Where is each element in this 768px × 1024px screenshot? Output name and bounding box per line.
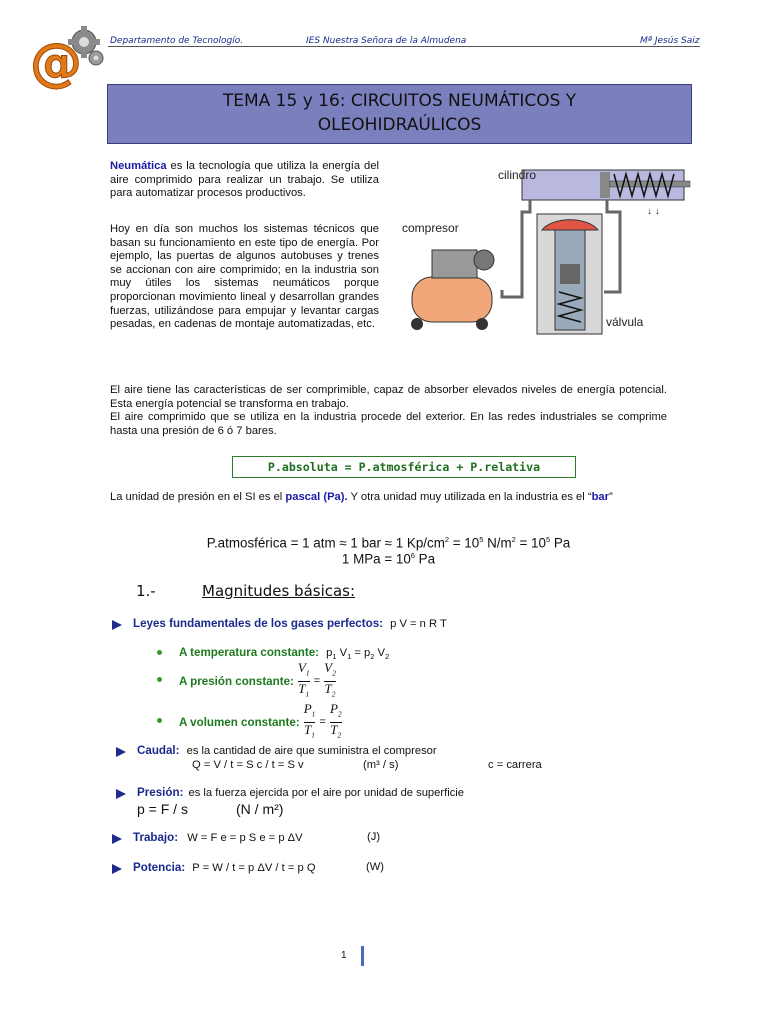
potencia-unit: (W) (366, 861, 385, 873)
constant-volume-label: A volumen constante: (179, 715, 300, 729)
sup-2b: 2 (511, 535, 516, 544)
pascal-keyword: pascal (Pa). (285, 491, 348, 503)
compressor-drawing (411, 250, 494, 330)
neumatica-keyword: Neumática (110, 160, 167, 172)
bar-keyword: bar (591, 491, 610, 503)
sup-2a: 2 (444, 535, 450, 544)
air-p1: El aire tiene las características de ser comprimible, capaz de absorber elevados niveles de energía potencial. Esta energía potencial se transforma en trabajo. (110, 384, 667, 410)
gas-laws-item (133, 617, 447, 630)
sup-5a: 5 (479, 535, 484, 544)
gas-laws-label: Leyes fundamentales de los gases perfectos: (133, 617, 384, 630)
potencia-label: Potencia: (133, 861, 186, 874)
bullet-arrow-icon (116, 747, 126, 757)
bullet-dot-icon (157, 650, 162, 655)
at-sign-icon (30, 33, 82, 92)
intro-p1-text: es la tecnología que utiliza la energía del aire comprimido para realizar un trabajo. Se utiliza para automatizar procesos productivos. (110, 160, 379, 200)
patm-tail-2: N/m (483, 535, 512, 551)
constant-temperature-item (179, 646, 389, 661)
header-author: Mª Jesús Saiz (640, 36, 700, 46)
bullet-dot-icon (157, 677, 162, 682)
mpa-text: 1 MPa = 10 (341, 551, 411, 567)
bullet-arrow-icon (112, 620, 122, 630)
unit-text-b: Y otra unidad muy utilizada en la industria es el “ (347, 491, 592, 503)
section-title: Magnitudes básicas: (202, 582, 356, 600)
patm-tail-4: Pa (550, 535, 571, 551)
sup-5b: 5 (545, 535, 551, 544)
gay-lussac-formula: $\frac{P_1}{T_1}$ = $\frac{P_2}{T_2}$ (303, 700, 342, 740)
label-valvula: válvula (606, 315, 644, 329)
mpa-tail: Pa (414, 551, 436, 567)
presion-unit: (N / m²) (236, 801, 284, 817)
header-department: Departamento de Tecnologío. (110, 36, 244, 46)
trabajo-formula: W = F e = p S e = p ΔV (187, 832, 303, 844)
intro-paragraph-1 (110, 160, 379, 201)
presion-formula: p = F / s (137, 801, 188, 817)
caudal-unit: (m³ / s) (363, 759, 399, 771)
svg-text:@: @ (30, 33, 82, 92)
potencia-item (133, 861, 316, 874)
label-compresor: compresor (402, 221, 459, 235)
page-title (107, 84, 692, 144)
air-p2: El aire comprimido que se utiliza en la industria procede del exterior. En las redes industriales se comprime hasta una presión de 6 ó 7 bares. (110, 411, 667, 437)
constant-temperature-label: A temperatura constante: (179, 646, 320, 659)
charles-formula: $\frac{V_1}{T_1}$ = $\frac{V_2}{T_2}$ (297, 659, 336, 699)
caudal-formula: Q = V / t = S c / t = S v (192, 759, 304, 771)
absolute-pressure-formula: P.absoluta = P.atmosférica + P.relativa (232, 456, 576, 478)
title-line-1: TEMA 15 y 16: CIRCUITOS NEUMÁTICOS Y (222, 91, 577, 111)
patm-text: P.atmosférica = 1 atm ≈ 1 bar ≈ 1 Kp/cm (206, 535, 445, 551)
boyle-formula: $p_1$ $V_1 = p_2$ $V_2$ (326, 647, 390, 662)
constant-pressure-item (179, 659, 336, 700)
section-heading (136, 582, 356, 600)
footer-rule (361, 946, 364, 966)
patm-tail-3: = 10 (515, 535, 546, 551)
bullet-arrow-icon (116, 789, 126, 799)
header-rule (108, 46, 700, 47)
unit-text-a: La unidad de presión en el SI es el (110, 491, 286, 503)
caudal-item (137, 744, 437, 757)
title-line-2: OLEOHIDRAÚLICOS (317, 115, 482, 135)
caudal-note: c = carrera (488, 759, 542, 771)
patm-tail-1: = 10 (449, 535, 480, 551)
atmospheric-pressure-equivalence (110, 535, 667, 550)
bullet-arrow-icon (112, 834, 122, 844)
constant-pressure-label: A presión constante: (179, 674, 294, 688)
presion-text: es la fuerza ejercida por el aire por unidad de superficie (188, 787, 464, 799)
bullet-arrow-icon (112, 864, 122, 874)
header-school: IES Nuestra Señora de la Almudena (306, 36, 467, 46)
caudal-text: es la cantidad de aire que suministra el compresor (186, 745, 437, 757)
caudal-label: Caudal: (137, 744, 180, 757)
sup-6: 6 (410, 551, 415, 560)
presion-item (137, 786, 464, 799)
potencia-formula: P = W / t = p ΔV / t = p Q (192, 862, 316, 874)
megapascal-equivalence (110, 551, 667, 566)
trabajo-label: Trabajo: (133, 831, 179, 844)
valve-drawing (537, 214, 602, 334)
gas-laws-formula: p V = n R T (390, 618, 447, 630)
trabajo-unit: (J) (367, 831, 381, 843)
page-number: 1 (341, 950, 347, 961)
logo (26, 20, 108, 92)
trabajo-item (133, 831, 303, 844)
unit-text-c: ” (609, 491, 613, 503)
bullet-dot-icon (157, 718, 162, 723)
pressure-unit-paragraph (110, 491, 667, 505)
intro-paragraph-2: Hoy en día son muchos los sistemas técnicos que basan su funcionamiento en este tipo de energía. Por ejemplo, las puertas de algunos autobuses y trenes se accionan con aire comprimido; en la industria son muy útiles los sistemas neumáticos porque proporcionan movimiento lineal y desarrollan grandes fuerzas, utilizándose para empujar y levantar cargas pesadas, en cadenas de montaje automatizadas, etc. (110, 223, 379, 331)
label-cilindro: cilindro (498, 168, 537, 182)
air-characteristics-paragraph (110, 384, 667, 438)
pneumatic-circuit-figure (392, 152, 702, 342)
svg-text:↓ ↓: ↓ ↓ (647, 206, 660, 217)
constant-volume-item (179, 700, 342, 741)
presion-label: Presión: (137, 786, 184, 799)
section-number: 1.- (136, 582, 156, 600)
